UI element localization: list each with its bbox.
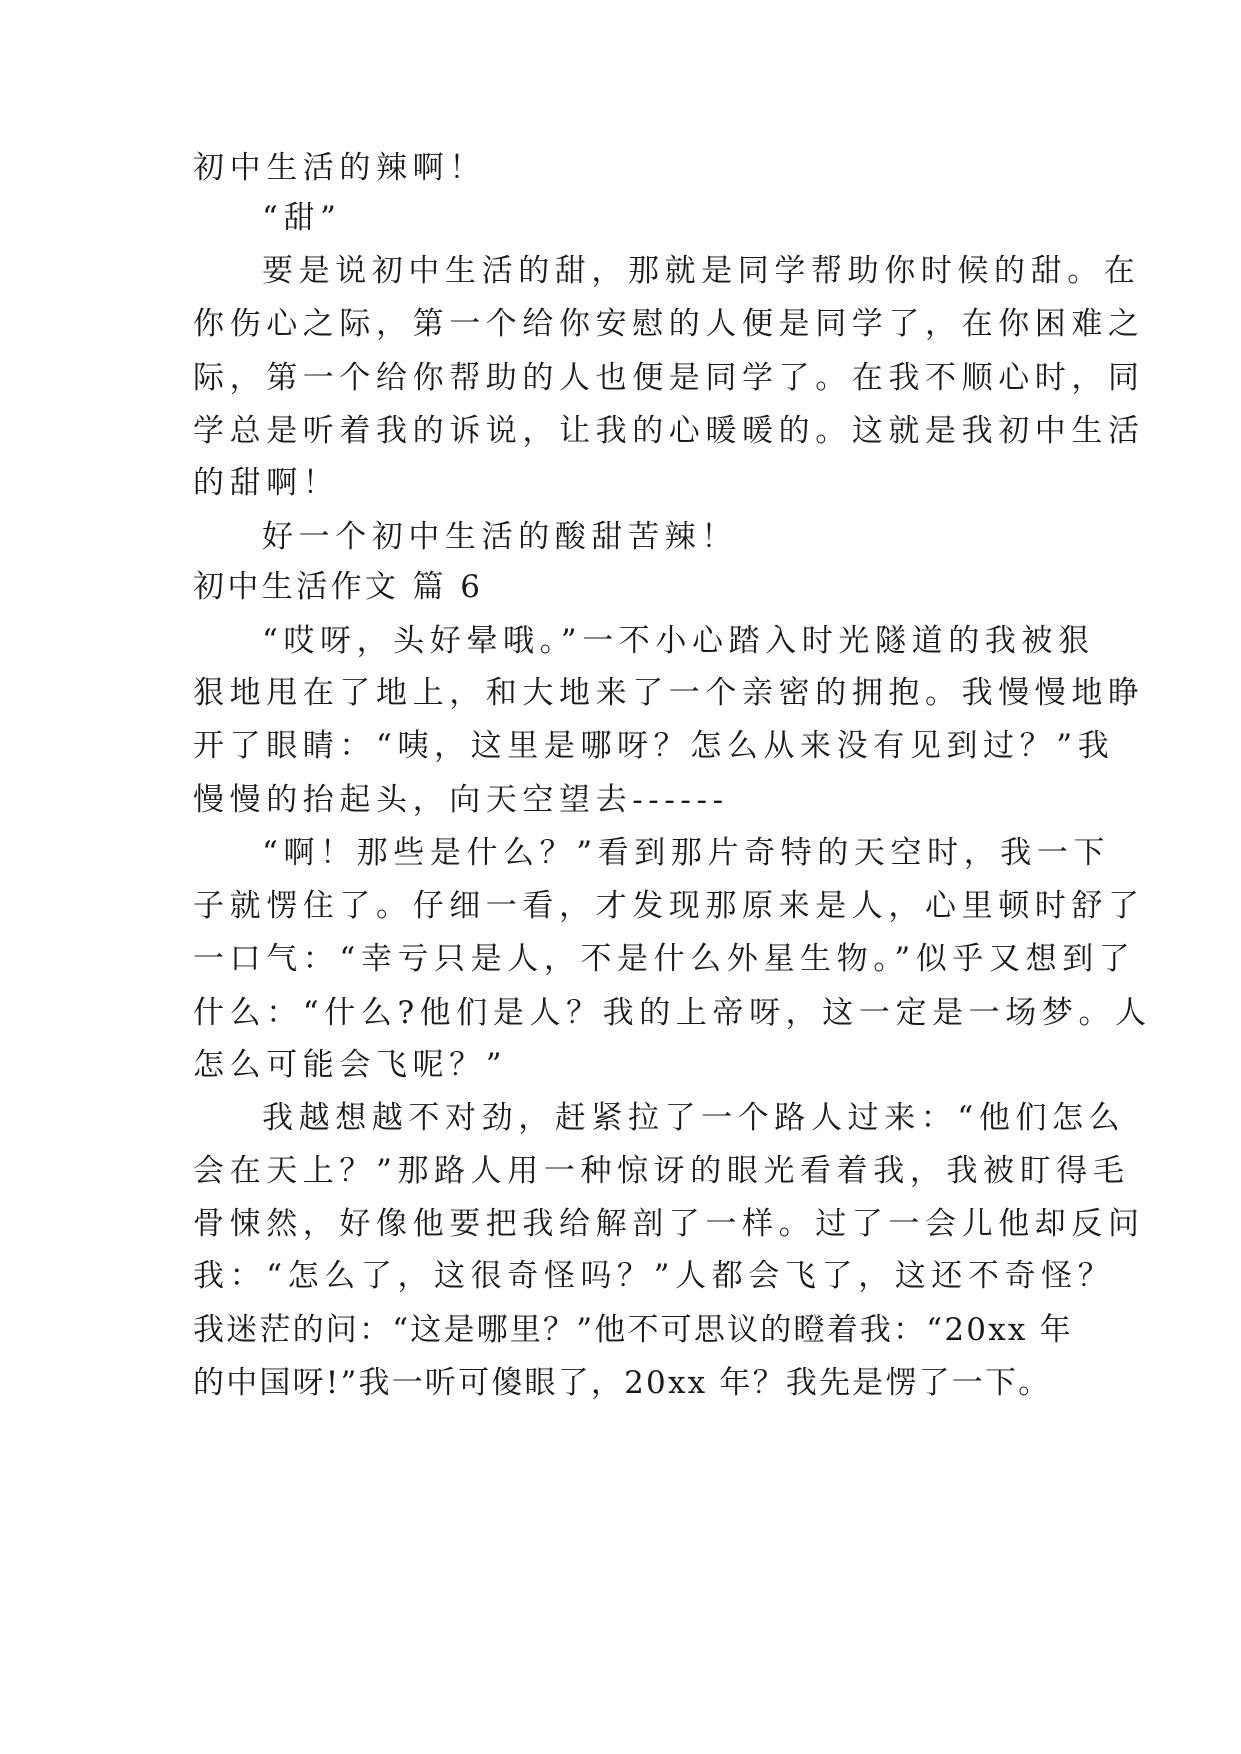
text-line: 初中生活的辣啊！ xyxy=(193,150,486,186)
text-line: 学总是听着我的诉说，让我的心暖暖的。这就是我初中生活 xyxy=(193,413,1145,449)
text-line: 骨悚然，好像他要把我给解剖了一样。过了一会儿他却反问 xyxy=(193,1206,1145,1242)
text-line: 怎么可能会飞呢？” xyxy=(193,1047,508,1083)
text-line: 你伤心之际，第一个给你安慰的人便是同学了，在你困难之 xyxy=(193,306,1145,342)
text-line: 子就愣住了。仔细一看，才发现那原来是人，心里顿时舒了 xyxy=(193,888,1145,924)
essay-title: 初中生活作文 篇 6 xyxy=(193,569,484,605)
text-line: 的甜啊！ xyxy=(193,465,340,501)
text-line: 一口气：“幸亏只是人，不是什么外星生物。”似乎又想到了 xyxy=(193,941,1136,977)
text-line: 开了眼睛：“咦，这里是哪呀？怎么从来没有见到过？”我 xyxy=(193,728,1115,764)
text-line: “哎呀，头好晕哦。”一不小心踏入时光隧道的我被狠 xyxy=(262,623,1095,659)
text-line: 我越想越不对劲，赶紧拉了一个路人过来：“他们怎么 xyxy=(262,1100,1126,1136)
text-line: 会在天上？”那路人用一种惊讶的眼光看着我，我被盯得毛 xyxy=(193,1153,1130,1189)
text-line: 狠地甩在了地上，和大地来了一个亲密的拥抱。我慢慢地睁 xyxy=(193,675,1145,711)
text-line: 的中国呀!”我一听可傻眼了，20xx 年？我先是愣了一下。 xyxy=(193,1365,1052,1401)
text-line: 我迷茫的问：“这是哪里？”他不可思议的瞪着我：“20xx 年 xyxy=(193,1312,1073,1348)
text-line: 际，第一个给你帮助的人也便是同学了。在我不顺心时，同 xyxy=(193,360,1145,396)
text-line: 我：“怎么了，这很奇怪吗？”人都会飞了，这还不奇怪？ xyxy=(193,1258,1115,1294)
section-heading: “甜” xyxy=(262,200,342,236)
text-line: “啊！那些是什么？”看到那片奇特的天空时，我一下 xyxy=(262,835,1111,871)
text-line: 要是说初中生活的甜，那就是同学帮助你时候的甜。在 xyxy=(262,253,1141,289)
text-line: 慢慢的抬起头，向天空望去------ xyxy=(193,782,729,818)
text-line: 什么：“什么?他们是人？我的上帝呀，这一定是一场梦。人 xyxy=(193,995,1152,1031)
text-line: 好一个初中生活的酸甜苦辣！ xyxy=(262,519,738,555)
